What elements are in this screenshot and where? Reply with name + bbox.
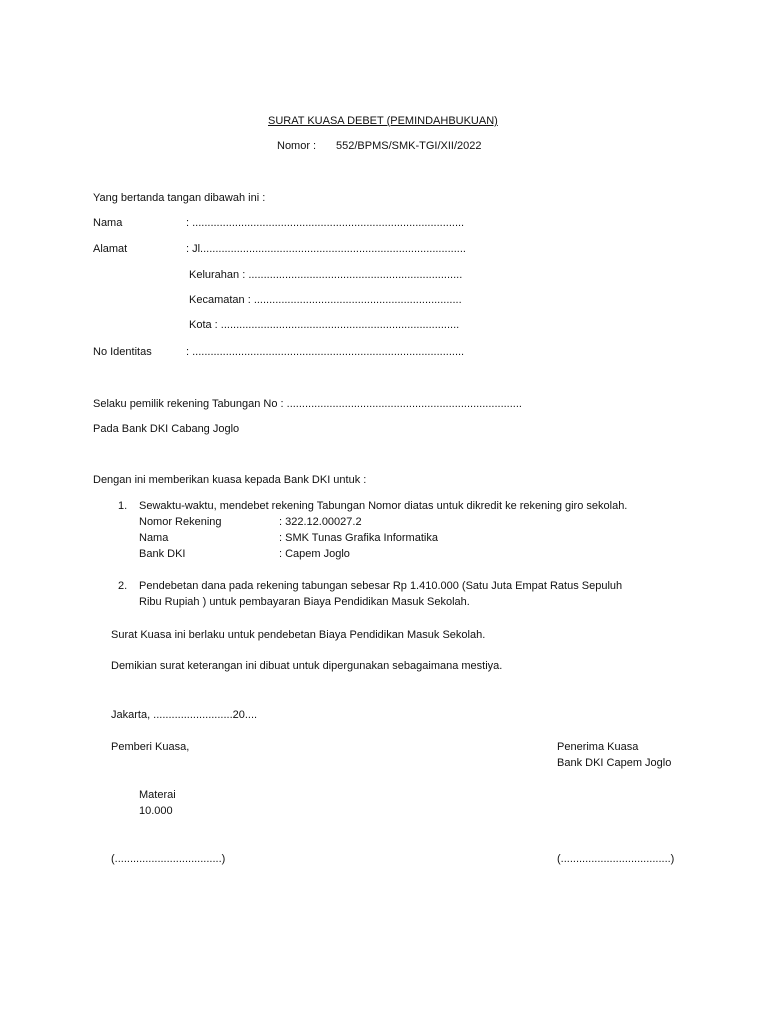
item-1-text: Sewaktu-waktu, mendebet rekening Tabungan Nomor diatas untuk dikredit ke rekening giro sekolah. (139, 500, 628, 512)
pemberi-kuasa-label: Pemberi Kuasa, (111, 741, 190, 753)
demikian-text: Demikian surat keterangan ini dibuat untuk dipergunakan sebagaimana mestiya. (111, 660, 503, 672)
field-kecamatan: Kecamatan : .................................................................... (189, 294, 462, 306)
item-1-number: 1. (118, 500, 128, 512)
detail-bank-value: : Capem Joglo (279, 548, 350, 560)
berlaku-text: Surat Kuasa ini berlaku untuk pendebetan Biaya Pendidikan Masuk Sekolah. (111, 629, 486, 641)
document-title: SURAT KUASA DEBET (PEMINDAHBUKUAN) (268, 115, 498, 127)
signature-left: (...................................) (111, 853, 226, 865)
field-alamat-label: Alamat (93, 243, 128, 255)
field-kota: Kota : .............................................................................. (189, 319, 460, 331)
materai-label: Materai (139, 789, 176, 801)
signature-right: (....................................) (557, 853, 675, 865)
detail-nomor-rekening-label: Nomor Rekening (139, 516, 222, 528)
detail-nomor-rekening-value: : 322.12.00027.2 (279, 516, 362, 528)
detail-bank-label: Bank DKI (139, 548, 186, 560)
item-2-number: 2. (118, 580, 128, 592)
rekening-line: Selaku pemilik rekening Tabungan No : ............................................................................. (93, 398, 522, 410)
place-date: Jakarta, ..........................20.... (111, 709, 258, 721)
detail-nama-value: : SMK Tunas Grafika Informatika (279, 532, 438, 544)
field-no-identitas-value: : ......................................................................................... (186, 346, 465, 358)
field-no-identitas-label: No Identitas (93, 346, 152, 358)
materai-value: 10.000 (139, 805, 173, 817)
field-kelurahan: Kelurahan : ...................................................................... (189, 269, 463, 281)
field-alamat-value: : Jl....................................................................................... (186, 243, 466, 255)
nomor-value: 552/BPMS/SMK-TGI/XII/2022 (336, 140, 482, 152)
intro-text: Yang bertanda tangan dibawah ini : (93, 192, 266, 204)
detail-nama-label: Nama (139, 532, 169, 544)
nomor-label: Nomor : (277, 140, 317, 152)
penerima-kuasa-label: Penerima Kuasa (557, 741, 639, 753)
bank-line: Pada Bank DKI Cabang Joglo (93, 423, 240, 435)
item-2-line-2: Ribu Rupiah ) untuk pembayaran Biaya Pendidikan Masuk Sekolah. (139, 596, 470, 608)
penerima-kuasa-bank: Bank DKI Capem Joglo (557, 757, 672, 769)
kuasa-intro: Dengan ini memberikan kuasa kepada Bank DKI untuk : (93, 474, 367, 486)
field-nama-label: Nama (93, 217, 123, 229)
item-2-line-1: Pendebetan dana pada rekening tabungan sebesar Rp 1.410.000 (Satu Juta Empat Ratus Sepuluh (139, 580, 623, 592)
field-nama-value: : ......................................................................................... (186, 217, 465, 229)
